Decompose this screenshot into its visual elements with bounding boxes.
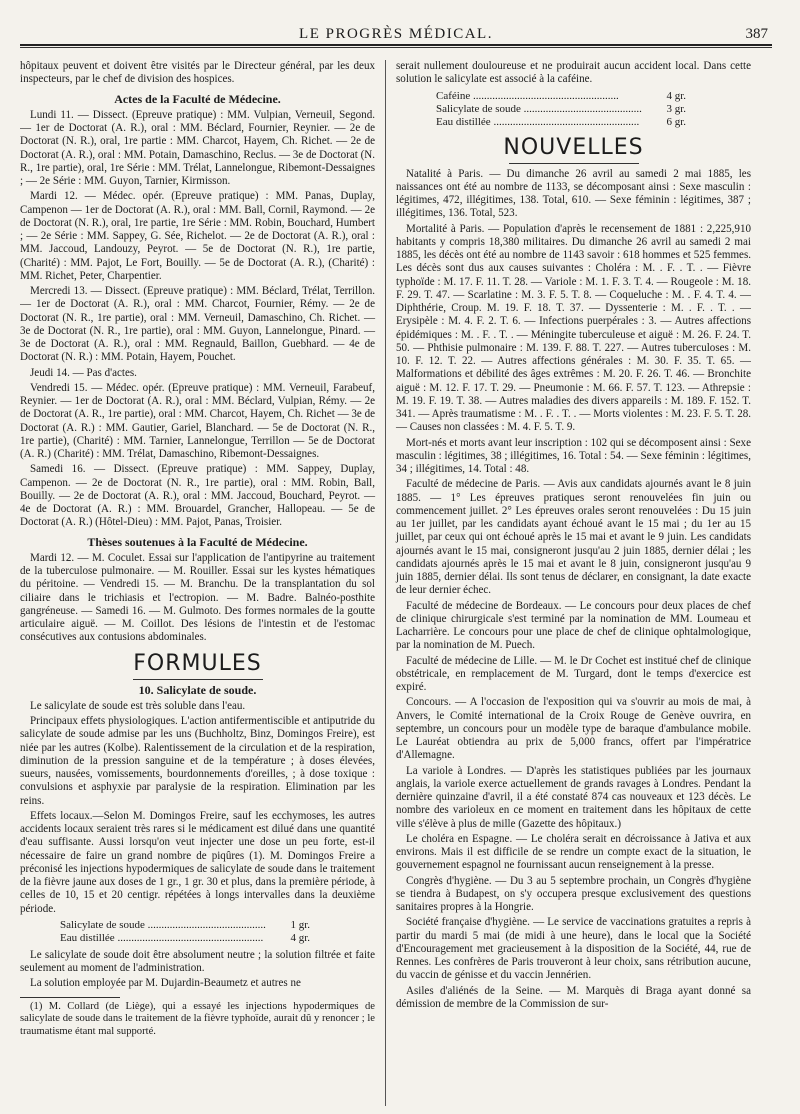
heading-actes: Actes de la Faculté de Médecine. — [114, 91, 281, 106]
heading-nouvelles: NOUVELLES — [503, 134, 644, 160]
page-number: 387 — [745, 26, 768, 42]
recipe-cafeine — [436, 90, 686, 129]
recipe-ingredient: Eau distillée ..... — [60, 932, 266, 945]
recipe-ingredient: Salicylate de soude ..... — [436, 103, 642, 116]
recipe-quantity: 4 gr. — [666, 89, 686, 102]
news-natalite: Natalité à Paris. — Du dimanche 26 avril au samedi 2 mai 1885, les naissances ont été au nombre de 1133, se décomposant ainsi : Sexe masculin : légitimes, 472, illégitimes, 138. Total, 610. — Sexe féminin : légitimes, 387 ; illégitimes, 136. Total, 523. — [396, 167, 751, 220]
recipe-ingredient: Eau distillée ..... — [436, 116, 642, 129]
heading-theses: Thèses soutenues à la Faculté de Médecine. — [87, 534, 308, 549]
salicylate-para-3: Effets locaux.—Selon M. Domingos Freire, sauf les ecchymoses, les autres accidents locaux seraient très rares si le médicament est dilué dans une quantité d'eau suffisante. Aussi lorsqu'on veut injecter une dose un peu forte, est-il nécessaire de faire un grand nombre de piqûres (1). M. Domingos Freire a préconisé les injections hypodermiques de salicylate de soude dans le traitement de la fièvre jaune aux doses de 1 gr., 1 gr. 30 et plus, dans la première période, à celles de 10, 15 et 20 centigr. répétées à longs intervalles dans la deuxième période. — [20, 809, 375, 915]
news-concours: Concours. — A l'occasion de l'exposition qui va s'ouvrir au mois de mai, à Anvers, le Comité international de la Croix Rouge de Genève ouvrira, en septembre, un concours pour un modèle type de baraque d'ambulance mobile. Le Lauréat obtiendra au prix de 5,000 francs, offert par l'impératrice d'Allemagne. — [396, 696, 751, 762]
recipe-quantity: 3 gr. — [666, 102, 686, 115]
recipe-ingredient: Caféine ..... — [436, 90, 642, 103]
news-societe-hygiene: Société française d'hygiène. — Le service de vaccinations gratuites a repris à partir du mardi 5 mai (de midi à une heure), dans le local que la Société d'Encouragement met gracieusement à la disposition de la Société, 44, rue de Rennes. Les confrères de Paris trouveront à leur choix, sans rétribution aucune, du vaccin de génisse et du vaccin Jennérien. — [396, 916, 751, 982]
news-faculte-lille: Faculté de médecine de Lille. — M. le Dr Cochet est institué chef de clinique obstétricale, en remplacement de M. Turgard, dont le temps d'exercice est expiré. — [396, 654, 751, 693]
heading-salicylate: 10. Salicylate de soude. — [138, 682, 257, 697]
salicylate-after-1: Le salicylate de soude doit être absolument neutre ; la solution filtrée et faite seulement au moment de l'administration. — [20, 948, 375, 974]
actes-saturday: Samedi 16. — Dissect. (Epreuve pratique) : MM. Sappey, Duplay, Campenon. — 2e de Doctorat (N. R., 1re partie), oral : MM. Robin, Ball, Bouilly. — 2e de Doctorat (A. R.), oral : MM. Jaccoud, Bouchard, Peyrot. — 4e de Doctorat (A. R.) : MM. Brouardel, Grancher, Hallopeau. — 5e de Doctorat (A. R.) (Hôtel-Dieu) : MM. Pajot, Panas, Troisier. — [20, 463, 375, 529]
recipe-row — [436, 90, 686, 103]
news-asiles-alienes: Asiles d'aliénés de la Seine. — M. Marquès di Braga ayant donné sa démission de membre de la Commission de sur- — [396, 984, 751, 1010]
news-cholera-espagne: Le choléra en Espagne. — Le choléra serait en décroissance à Jativa et aux environs. Mais il est difficile de se rendre un compte exact de la situation, le gouvernement espagnol ne fournissant aucun renseignement à la presse. — [396, 832, 751, 872]
recipe-quantity: 1 gr. — [290, 918, 310, 931]
recipe-row — [436, 103, 686, 116]
salicylate-after-2: La solution employée par M. Dujardin-Beaumetz et autres ne — [30, 977, 301, 990]
right-intro-paragraph: serait nullement douloureuse et ne produirait aucun accident local. Dans cette solution le salicylate est associé à la caféine. — [396, 60, 751, 86]
salicylate-para-1: Le salicylate de soude est très soluble dans l'eau. — [30, 699, 246, 712]
news-mort-nes: Mort-nés et morts avant leur inscription : 102 qui se décomposent ainsi : Sexe masculin : légitimes, 38 ; illégitimes, 16. Total : 54. — Sexe féminin : légitimes, 34 ; illégitimes, 14. Total : 48. — [396, 436, 751, 475]
journal-title: LE PROGRÈS MÉDICAL. — [299, 26, 493, 42]
header-rule-thin — [20, 47, 772, 48]
actes-monday: Lundi 11. — Dissect. (Epreuve pratique) : MM. Vulpian, Verneuil, Segond. — 1er de Doctorat (A. R.), oral : MM. Béclard, Fournier, Reynier. — 2e de Doctorat (N. R.), oral, 1re partie : MM. Charcot, Hayem, Ch. Richet. — 2e de Doctorat (A. R.), oral : MM. Potain, Damaschino, Reclus. — 3e de Doctorat (N. R., 1re partie), oral, 1re Série : MM. Trélat, Lannelongue, Ribemont-Dessaignes ; — 2e Série : MM. Guyon, Tarnier, Kirmisson. — [20, 108, 375, 187]
footnote: (1) M. Collard (de Liège), qui a essayé les injections hypodermiques de salicylate de soude dans le traitement de la fièvre typhoïde, aurait dû y renoncer ; le traumatisme étant mal supporté. — [20, 1000, 375, 1037]
header-rule — [20, 44, 772, 46]
news-variole-londres: La variole à Londres. — D'après les statistiques publiées par les journaux anglais, la variole exerce actuellement de grands ravages à Londres. Pendant la dernière quinzaine d'avril, il a été constaté 874 cas nouveaux et 123 décès. Le nombre des varioleux en ce moment en traitement dans les hôpitaux de cette ville s'élève à plus de mille (Gazette des hôpitaux.) — [396, 764, 751, 830]
recipe-quantity: 6 gr. — [666, 115, 686, 128]
news-mortalite: Mortalité à Paris. — Population d'après le recensement de 1881 : 2,225,910 habitants y compris 18,380 militaires. Du dimanche 26 avril au samedi 2 mai 1885, les décès ont été au nombre de 1143 savoir : 618 hommes et 525 femmes. Les décès sont dus aux causes suivantes : Choléra : M. . F. . T. . — Fièvre typhoïde : M. 17. F. 11. T. 28. — Variole : M. 1. F. 3. T. 4. — Rougeole : M. 18. F. 29. T. 47. — Scarlatine : M. 3. F. 5. T. 8. — Coqueluche : M. . F. 4. T. 4. — Diphthérie, Croup. M. 19. F. 18. T. 37. — Dyssenterie : M. . F. . T. . — Erysipèle : M. 4. F. 2. T. 6. — Infections puerpérales : 3. — Autres affections épidémiques : M. . F. . T. . — Méningite tuberculeuse et aiguë : M. 26. F. 24. T. 50. — Phthisie pulmonaire : M. 139. F. 88. T. 227. — Autres tuberculoses : M. 10. F. 12. T. 22. — Autres affections générales : M. 30. F. 35. T. 65. — Malformations et débilité des âges extrêmes : M. 20. F. 26. T. 46. — Bronchite aiguë : M. 12. F. 17. T. 29. — Pneumonie : M. 66. F. 57. T. 123. — Athrepsie : M. 19. F. 19. T. 38. — Autres maladies des divers appareils : M. 189. F. 152. T. 341. — Après traumatisme : M. . F. . T. . — Morts violentes : M. 23. F. 5. T. 28. — Causes non classées : M. 4. F. 5. T. 9. — [396, 222, 751, 434]
recipe-row — [60, 919, 310, 932]
theses-paragraph: Mardi 12. — M. Coculet. Essai sur l'application de l'antipyrine au traitement de la tuberculose pulmonaire. — M. Rouiller. Essai sur les kystes hématiques du péritoine. — Vendredi 15. — M. Branchu. De la transplantation du sol ciliaire dans le trichiasis et l'ectropion. — M. Badre. Balnéo-posthite gangréneuse. — Samedi 16. — M. Gulmoto. Des formes normales de la goutte articulaire aiguë. — M. Coillot. Des lésions de l'intestin et de l'estomac consécutives aux contusions abdominales. — [20, 551, 375, 644]
news-faculte-paris: Faculté de médecine de Paris. — Avis aux candidats ajournés avant le 8 juin 1885. — 1° Les épreuves pratiques seront renouvelées fin juin ou commencement juillet. 2° Les épreuves orales seront renouvelées : Du 15 juin au 1er juillet, par les candidats ayant échoué avant le 15 mai ; du 1er au 15 juillet, par ceux qui ont échoué après le 15 mai et avant le 9 juin. Les candidats ajournés avant le 15 mai, consigneront jusqu'au 2 juin 1885, dernier délai ; les candidats ajournés après le 15 mai et avant le 8 juin, consigneront jusqu'au 9 juin 1885, dernier délai. Ils sont tenus de déclarer, en consignant, la date exacte de leur dernier échec. — [396, 478, 751, 597]
footnote-rule — [20, 997, 120, 998]
recipe-row — [60, 932, 310, 945]
actes-friday: Vendredi 15. — Médec. opér. (Epreuve pratique) : MM. Verneuil, Farabeuf, Reynier. — 1er de Doctorat (A. R.), oral : MM. Béclard, Vulpian, Rémy. — 2e de Doctorat (A. R., 1re partie), oral : MM. Charcot, Hayem, Ch. Richet — 3e de Doctorat (A. R.) : MM. Gautier, Gariel, Blanchard. — 5e de Doctorat (N. R., 1re partie), (Charité) : MM. Tarnier, Lannelongue, Terrillon — 5e de Doctorat (A. R.) (Charité) : MM. Trélat, Damaschino, Ribemont-Dessaignes. — [20, 381, 375, 460]
actes-tuesday: Mardi 12. — Médec. opér. (Epreuve pratique) : MM. Panas, Duplay, Campenon — 1er de Doctorat (A. R.), oral : MM. Ball, Cornil, Raymond. — 2e de Doctorat (N. R.), oral, 1re partie, 1re Série : MM. Robin, Bouchard, Humbert ; — 2e Série : MM. Sappey, G. Sée, Richelot. — 2e de Doctorat (A. R.), oral : MM. Jaccoud, Landouzy, Peyrot. — 5e de Doctorat (N. R.), 1re partie, (Charité) : MM. Pajot, Le Fort, Bouilly. — 5e de Doctorat (A. R.), (Charité) : MM. Richet, Peter, Charpentier. — [20, 190, 375, 282]
news-faculte-bordeaux: Faculté de médecine de Bordeaux. — Le concours pour deux places de chef de clinique chirurgicale s'est terminé par la nomination de MM. Loumeau et Lacharrière. Le concours pour une place de chef de clinique ophtalmologique, par la nomination de M. Puech. — [396, 599, 751, 652]
heading-formules: FORMULES — [133, 650, 262, 676]
formules-rule — [133, 679, 263, 680]
left-column — [20, 60, 385, 1106]
left-intro-paragraph: hôpitaux peuvent et doivent être visités par le Directeur général, par les deux inspecteurs, par le chef de division des hospices. — [20, 60, 375, 86]
two-column-body — [20, 60, 772, 1106]
recipe-ingredient: Salicylate de soude ..... — [60, 919, 266, 932]
actes-thursday: Jeudi 14. — Pas d'actes. — [30, 366, 137, 379]
actes-wednesday: Mercredi 13. — Dissect. (Epreuve pratique) : MM. Béclard, Trélat, Terrillon. — 1er de Doctorat (A. R.), oral : MM. Charcot, Fournier, Rémy. — 2e de Doctorat (N. R., 1re partie), oral : MM. Verneuil, Damaschino, Ch. Richet. — 3e de Doctorat (N. R., 1re partie), oral : MM. Guyon, Lannelongue, Pinard. — 3e de Doctorat (A. R.), oral : MM. Regnauld, Baillon, Guebhard. — 4e de Doctorat (N. R.) : MM. Potain, Hayem, Pouchet. — [20, 285, 375, 364]
right-column — [385, 60, 751, 1106]
masthead — [20, 0, 772, 42]
salicylate-para-2: Principaux effets physiologiques. L'action antifermentiscible et antiputride du salicylate de soude admise par les uns (Buchholtz, Binz, Domingos Freire), est niée par les autres (Kolbe). Ralentissement de la circulation et de la respiration, diminution de la pression sanguine et de la température ; à doses élevées, sueurs, nausées, vomissements, bourdonnements d'oreilles, ; à dose toxique : convulsions et asphyxie par paralysie de la respiration. Elimination par les reins. — [20, 715, 375, 807]
news-congres-hygiene: Congrès d'hygiène. — Du 3 au 5 septembre prochain, un Congrès d'hygiène se tiendra à Budapest, on s'y occupera presque exclusivement des questions sanitaires propres à la Hongrie. — [396, 874, 751, 913]
recipe-quantity: 4 gr. — [290, 931, 310, 944]
nouvelles-rule — [509, 163, 639, 164]
recipe-row — [436, 116, 686, 129]
recipe-salicylate — [60, 919, 310, 945]
